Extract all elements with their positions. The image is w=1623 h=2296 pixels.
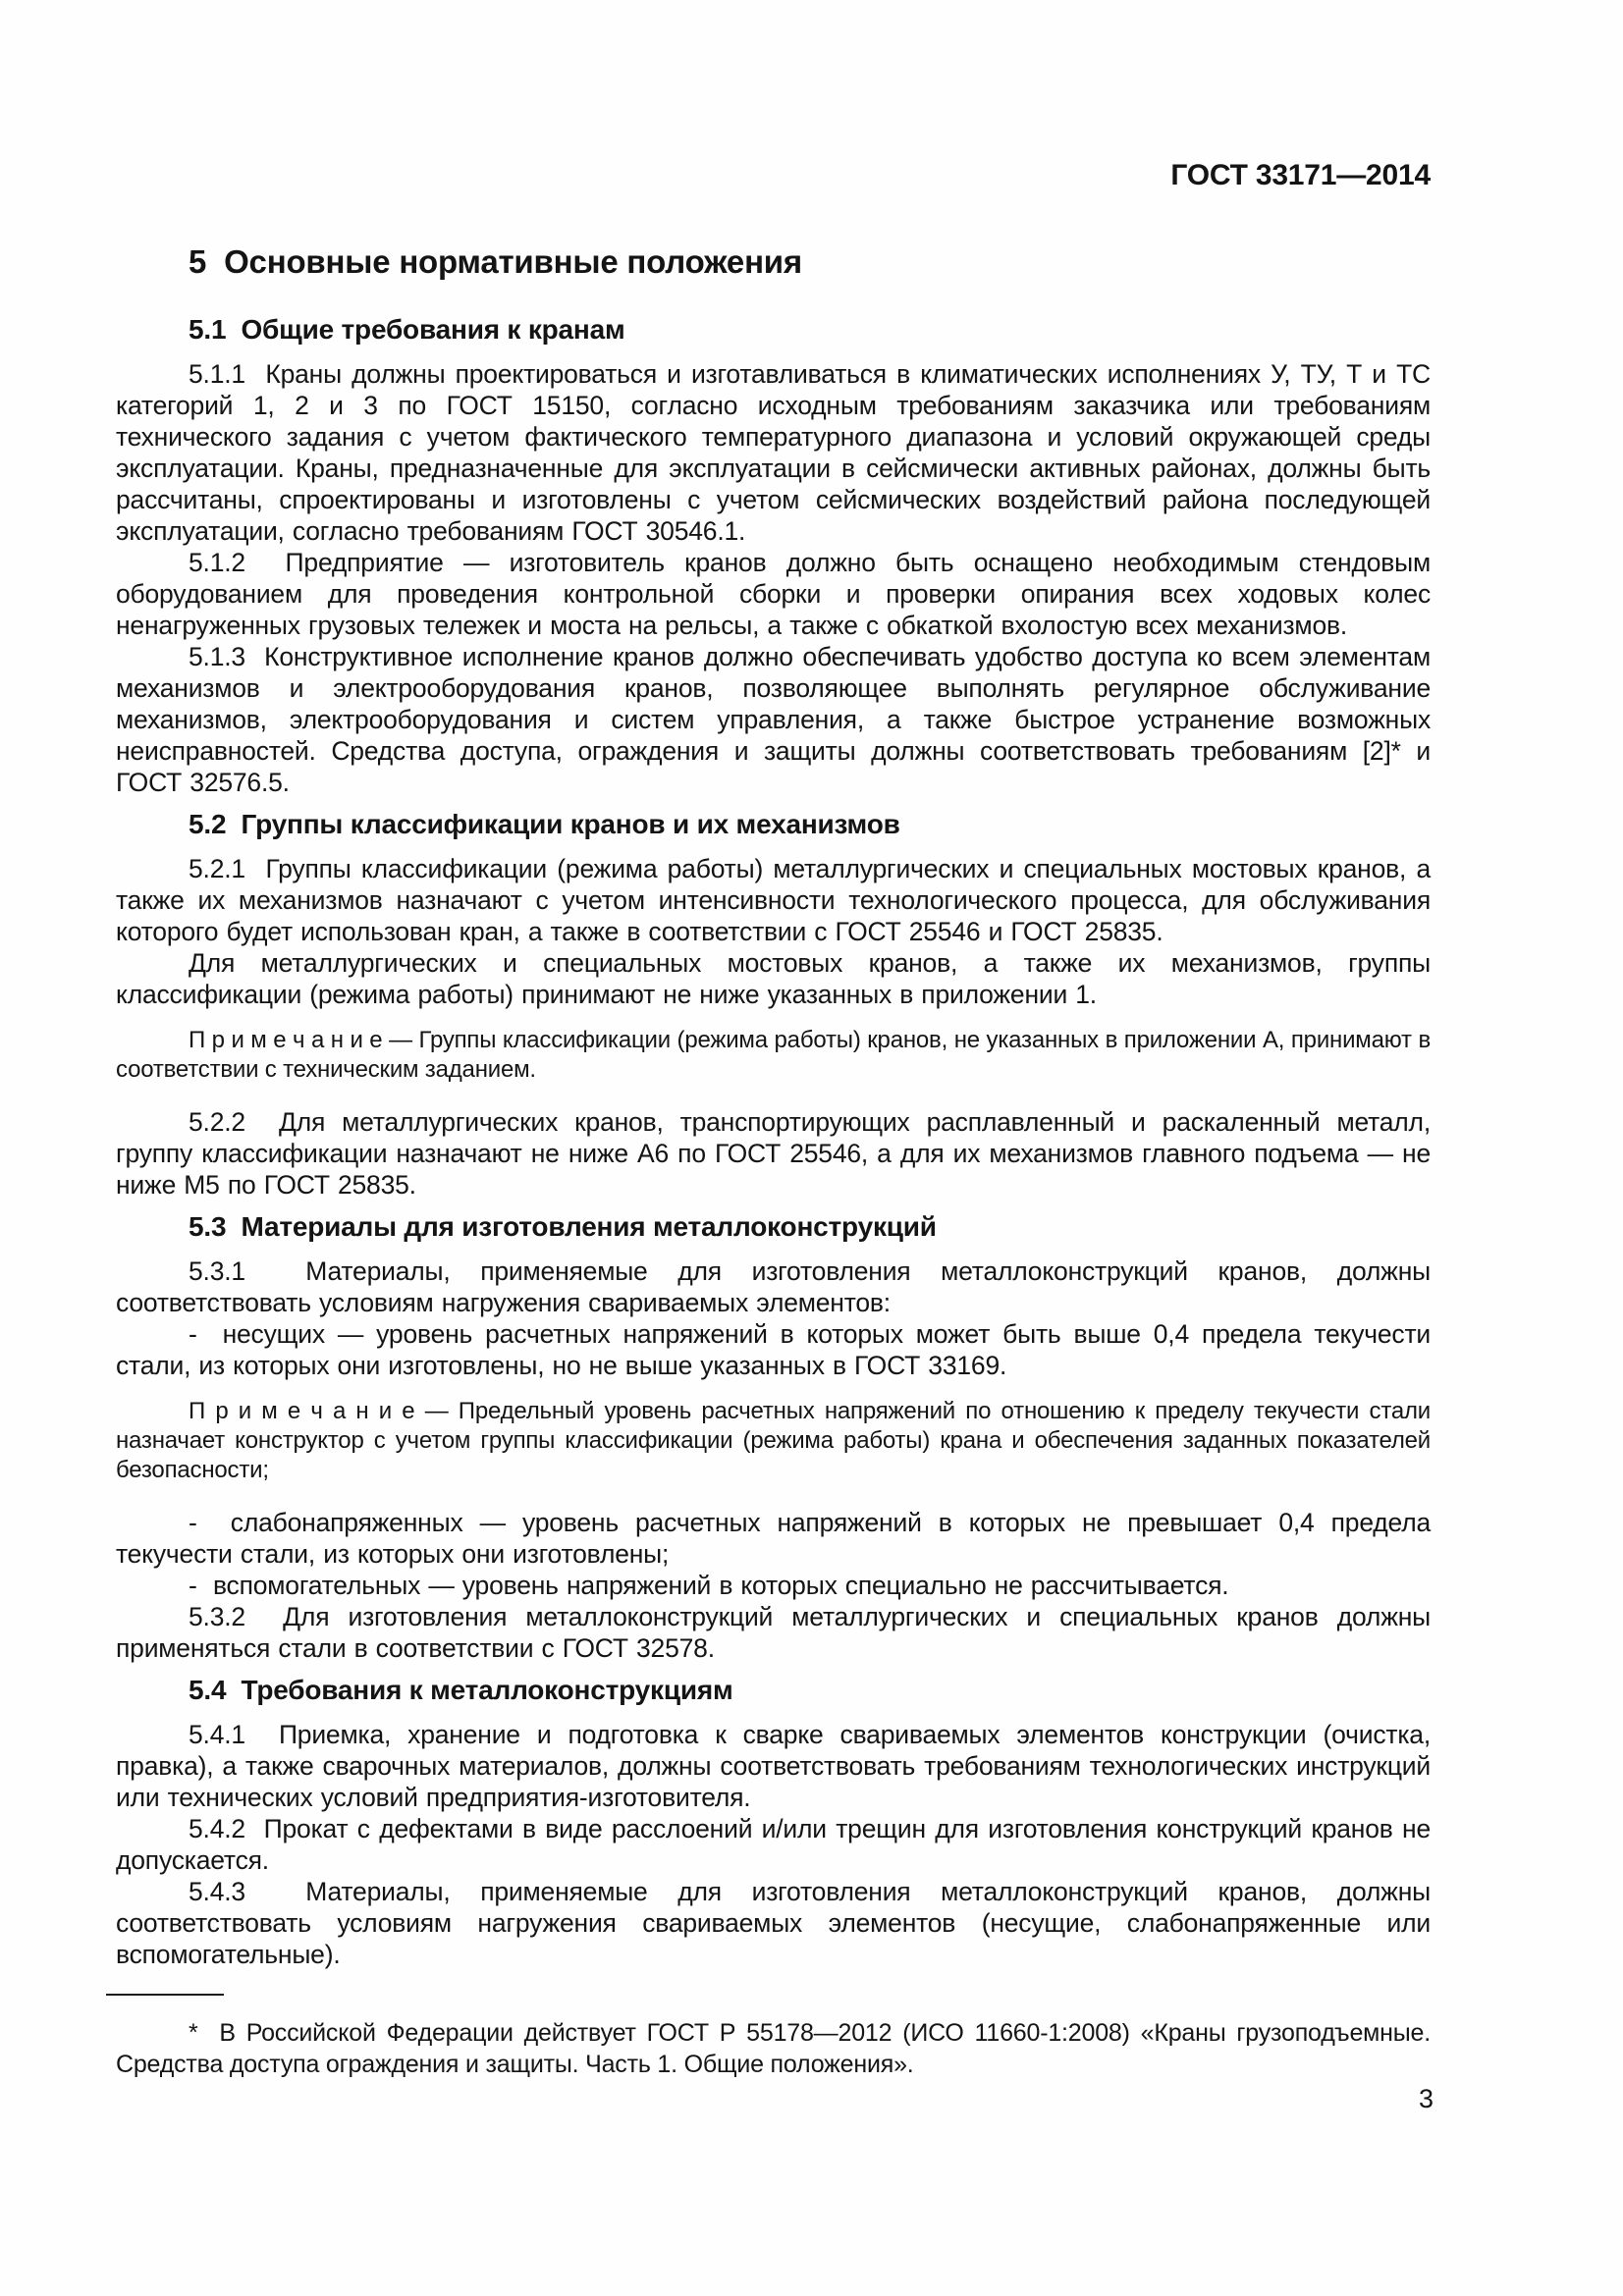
note-5-2: П р и м е ч а н и е — Группы классификации (режима работы) кранов, не указанных в приложении А, принимают в соответствии с техническим заданием. bbox=[116, 1027, 1431, 1083]
paragraph-5-1-3: 5.1.3 Конструктивное исполнение кранов должно обеспечивать удобство доступа ко всем элементам механизмов и электрооборудования кранов, позволяющее выполнять регулярное обслуживание механизмов, электрооборудования и систем управления, а также быстрое устранение возможных неисправностей. Средства доступа, ограждения и защиты должны соответствовать требованиям [2]* и ГОСТ 32576.5. bbox=[116, 642, 1431, 797]
subsection-heading-5-3: 5.3 Материалы для изготовления металлоконструкций bbox=[189, 1211, 937, 1242]
paragraph-5-3-2: 5.3.2 Для изготовления металлоконструкций металлургических и специальных кранов должны применяться стали в соответствии с ГОСТ 32578. bbox=[116, 1602, 1431, 1663]
paragraph-5-4-3: 5.4.3 Материалы, применяемые для изготовления металлоконструкций кранов, должны соответствовать условиям нагружения свариваемых элементов (несущие, слабонапряженные или вспомогательные). bbox=[116, 1877, 1431, 1969]
paragraph-5-2-2: 5.2.2 Для металлургических кранов, транспортирующих расплавленный и раскаленный металл, группу классификации назначают не ниже А6 по ГОСТ 25546, а для их механизмов главного подъема — не ниже М5 по ГОСТ 25835. bbox=[116, 1107, 1431, 1200]
list-item-bearing: - несущих — уровень расчетных напряжений в которых может быть выше 0,4 предела текучести стали, из которых они изготовлены, но не выше указанных в ГОСТ 33169. bbox=[116, 1319, 1431, 1380]
running-header: ГОСТ 33171—2014 bbox=[1170, 159, 1431, 191]
paragraph-5-2-1-cont: Для металлургических и специальных мостовых кранов, а также их механизмов, группы классификации (режима работы) принимают не ниже указанных в приложении 1. bbox=[116, 948, 1431, 1009]
subsection-heading-5-2: 5.2 Группы классификации кранов и их механизмов bbox=[189, 809, 900, 839]
paragraph-5-4-1: 5.4.1 Приемка, хранение и подготовка к сварке свариваемых элементов конструкции (очистка, правка), а также сварочных материалов, должны соответствовать требованиям технологических инструкций или технических условий предприятия-изготовителя. bbox=[116, 1720, 1431, 1812]
list-item-auxiliary: - вспомогательных — уровень напряжений в которых специально не рассчитывается. bbox=[189, 1571, 1229, 1600]
list-item-low-stressed: - слабонапряженных — уровень расчетных напряжений в которых не превышает 0,4 предела текучести стали, из которых они изготовлены; bbox=[116, 1508, 1431, 1569]
subsection-heading-5-1: 5.1 Общие требования к кранам bbox=[189, 314, 625, 345]
paragraph-5-1-1: 5.1.1 Краны должны проектироваться и изготавливаться в климатических исполнениях У, ТУ, Т и ТС категорий 1, 2 и 3 по ГОСТ 15150, согласно исходным требованиям заказчика или требованиям технического задания с учетом фактического температурного диапазона и условий окружающей среды эксплуатации. Краны, предназначенные для эксплуатации в сейсмически активных районах, должны быть рассчитаны, спроектированы и изготовлены с учетом сейсмических воздействий района последующей эксплуатации, согласно требованиям ГОСТ 30546.1. bbox=[116, 359, 1431, 546]
section-heading: 5 Основные нормативные положения bbox=[189, 243, 802, 280]
paragraph-5-1-2: 5.1.2 Предприятие — изготовитель кранов должно быть оснащено необходимым стендовым оборудованием для проведения контрольной сборки и проверки опирания всех ходовых колес ненагруженных грузовых тележек и моста на рельсы, а также с обкаткой вхолостую всех механизмов. bbox=[116, 548, 1431, 640]
subsection-heading-5-4: 5.4 Требования к металлоконструкциям bbox=[189, 1675, 733, 1705]
footnote-text: * В Российской Федерации действует ГОСТ Р 55178—2012 (ИСО 11660-1:2008) «Краны грузоподъемные. Средства доступа ограждения и защиты. Часть 1. Общие положения». bbox=[116, 2019, 1431, 2078]
page-number: 3 bbox=[1418, 2084, 1434, 2113]
paragraph-5-2-1: 5.2.1 Группы классификации (режима работы) металлургических и специальных мостовых кранов, а также их механизмов назначают с учетом интенсивности технологического процесса, для обслуживания которого будет использован кран, а также в соответствии с ГОСТ 25546 и ГОСТ 25835. bbox=[116, 854, 1431, 946]
footnote-divider bbox=[106, 1994, 224, 1996]
note-5-3: П р и м е ч а н и е — Предельный уровень расчетных напряжений по отношению к пределу текучести стали назначает конструктор с учетом группы классификации (режима работы) крана и обеспечения заданных показателей безопасности; bbox=[116, 1398, 1431, 1483]
paragraph-5-4-2: 5.4.2 Прокат с дефектами в виде расслоений и/или трещин для изготовления конструкций кранов не допускается. bbox=[116, 1814, 1431, 1875]
paragraph-5-3-1: 5.3.1 Материалы, применяемые для изготовления металлоконструкций кранов, должны соответствовать условиям нагружения свариваемых элементов: bbox=[116, 1256, 1431, 1317]
